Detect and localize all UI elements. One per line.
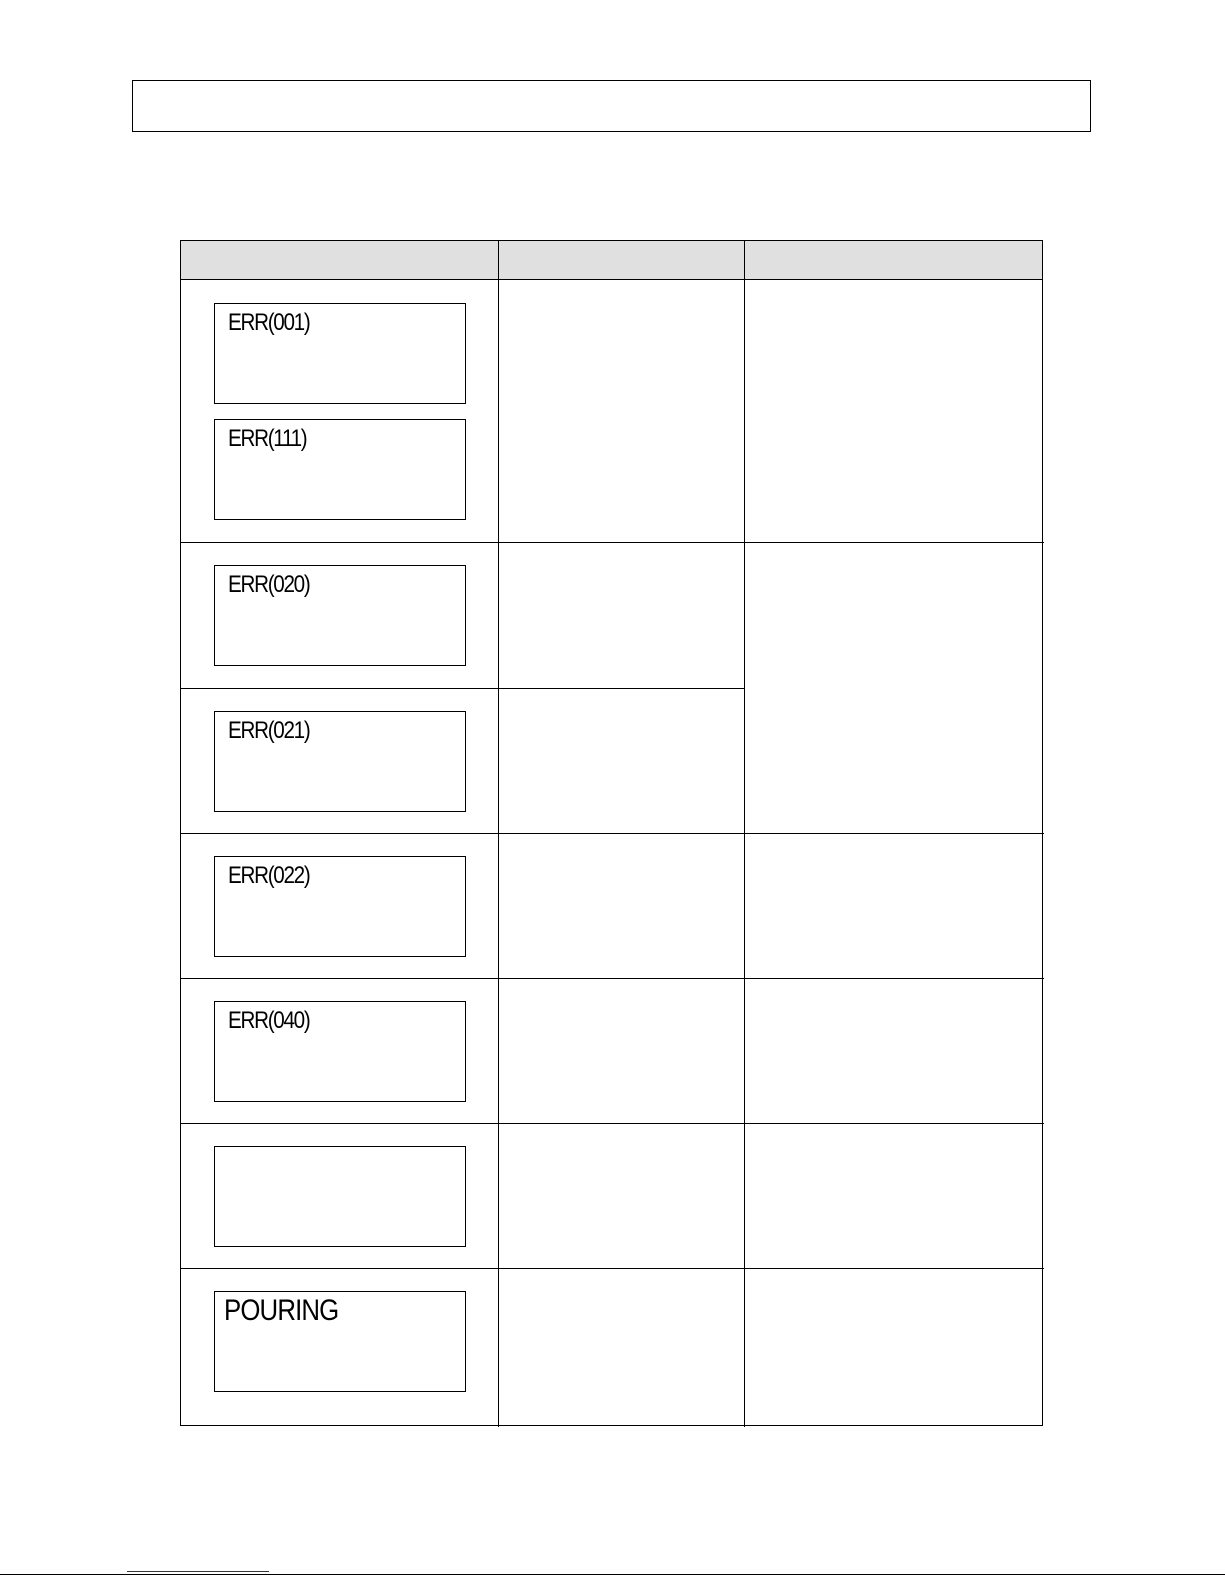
lcd-display-panel: [214, 1146, 466, 1247]
display-text: ERR(001): [228, 309, 310, 336]
lcd-display-panel: [214, 419, 466, 520]
row-divider: [181, 978, 1044, 979]
column-divider: [498, 241, 499, 1427]
page-title-box: [132, 80, 1091, 132]
table-header: [181, 241, 1042, 280]
lcd-display-panel: [214, 1291, 466, 1392]
row-divider: [181, 542, 1044, 543]
display-text: ERR(021): [228, 717, 310, 744]
row-divider: [181, 688, 744, 689]
header-cause: [498, 241, 744, 280]
header-remedy: [744, 241, 1044, 280]
lcd-display-panel: [214, 565, 466, 666]
display-text: ERR(020): [228, 571, 310, 598]
lcd-display-panel: [214, 1001, 466, 1102]
display-text: ERR(022): [228, 862, 310, 889]
display-text: ERR(040): [228, 1007, 310, 1034]
display-text: ERR(111): [228, 425, 307, 452]
display-text: POURING: [224, 1294, 339, 1327]
lcd-display-panel: [214, 303, 466, 404]
row-divider: [181, 1123, 1044, 1124]
footer-link-underline[interactable]: [127, 1571, 269, 1572]
lcd-display-panel: [214, 711, 466, 812]
column-divider: [744, 241, 745, 1427]
row-divider: [181, 833, 1044, 834]
footer-rule: [0, 1574, 1225, 1575]
row-divider: [181, 1268, 1044, 1269]
lcd-display-panel: [214, 856, 466, 957]
error-code-table: [180, 240, 1043, 1426]
header-display: [181, 241, 498, 280]
